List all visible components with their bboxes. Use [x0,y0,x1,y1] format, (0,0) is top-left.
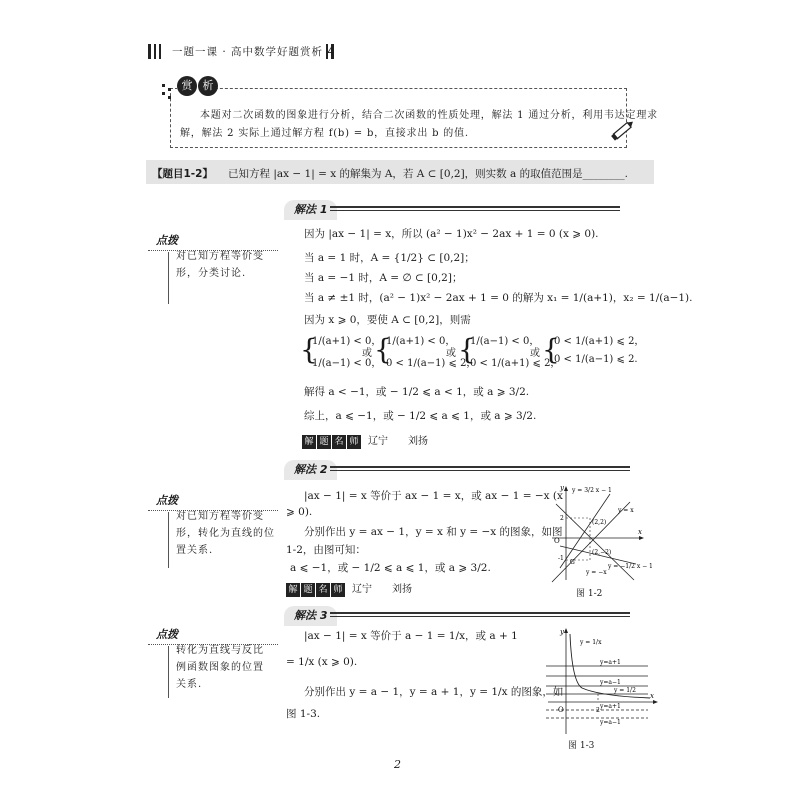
keypoint-label: 点拨 [156,234,178,247]
m1-solve: 解得 a < −1，或 − 1/2 ⩽ a < 1，或 a ⩾ 3/2. [304,386,530,398]
left-brace: { [458,333,476,366]
keypoint-bracket [168,646,169,698]
keypoint-text: 转化为直线与反比 例函数图象的位置 关系. [176,645,264,690]
running-header: 一题一课 · 高中数学好题赏析 4 [172,46,336,58]
keypoint-bracket [168,512,169,568]
teacher-name: 辽宁 刘扬 [368,436,428,447]
or-word: 或 [446,348,456,359]
pencil-icon [610,118,636,145]
line-three-halves [560,494,610,568]
keypoint-label: 点拨 [156,494,178,507]
fig-label: G [570,559,575,566]
teacher-badge: 解 题 名 师 辽宁 刘扬 [302,432,428,446]
m2-line: |ax − 1| = x 等价于 ax − 1 = x，或 ax − 1 = −x (x [304,490,563,502]
fig-label: y [560,484,564,492]
figure-caption: 图 1-2 [576,589,603,599]
fig-label: 2 [560,515,564,522]
or-word: 或 [530,348,540,359]
fig-label: y=a+1 [600,703,621,710]
system-row: 0 < 1/(a−1) ⩽ 2. [554,354,638,365]
teacher-name: 辽宁 刘扬 [352,584,412,595]
fig-label: y=a−1 [600,719,621,726]
fig-label: (2,2) [592,519,607,526]
fig-label: y = 1/x [580,639,602,646]
m2-line: 1-2，由图可知： [286,544,366,556]
fig-label: (2,−2) [592,549,612,556]
m1-line: 当 a = −1 时，A = ∅ ⊂ [0,2]； [304,272,463,284]
appreciation-line-1: 本题对二次函数的图象进行分析，结合二次函数的性质处理，解法 1 通过分析，利用韦达定理求 [200,110,658,121]
badge-char: 赏 [177,76,197,96]
m1-line: 当 a ≠ ±1 时，(a² − 1)x² − 2ax + 1 = 0 的解为 x₁ = 1/(a+1)，x₂ = 1/(a−1). [304,292,693,304]
left-brace: { [542,333,560,366]
badge-char: 析 [198,76,218,96]
fig-label: y = 1/2 [614,687,636,694]
system-row: 0 < 1/(a+1) ⩽ 2， [470,358,561,369]
keypoint-bracket [168,252,169,304]
tab-rule [330,470,630,471]
tab-method-1: 解法 1 [284,200,337,220]
teacher-badge: 解 题 名 师 辽宁 刘扬 [286,580,412,594]
figure-1-2 [546,480,653,590]
case-systems [300,328,645,378]
m3-line: |ax − 1| = x 等价于 a − 1 = 1/x，或 a + 1 [304,630,518,642]
tab-rule [330,206,620,208]
problem-text: 已知方程 |ax − 1| = x 的解集为 A，若 A ⊂ [0,2]，则实数 a 的取值范围是________. [228,168,628,180]
appreciation-line-2: 解，解法 2 实际上通过解方程 f(b) = b，直接求出 b 的值. [180,128,469,139]
fig-label: 2 [596,707,600,714]
fig-label: y [560,628,564,636]
m2-line: ⩾ 0). [286,506,313,518]
m1-line: 因为 x ⩾ 0，要使 A ⊂ [0,2]，则需 [304,314,471,326]
m3-line: = 1/x (x ⩾ 0). [286,656,358,668]
fig-label: y = 3/2 x − 1 [572,487,612,494]
left-brace: { [300,333,318,366]
page-number: 2 [394,758,401,771]
keypoint-label: 点拨 [156,628,178,641]
m3-line: 图 1-3. [286,708,321,720]
left-brace: { [374,333,392,366]
fig-label: y = −1/2 x − 1 [608,563,653,570]
keypoint-text: 对已知方程等价变 形，转化为直线的位 置关系. [176,511,275,556]
m1-line: 因为 |ax − 1| = x，所以 (a² − 1)x² − 2ax + 1 = 0 (x ⩾ 0). [304,228,599,240]
m1-line: 当 a = 1 时，A = {1/2} ⊂ [0,2]； [304,252,475,264]
system-row: 0 < 1/(a−1) ⩽ 2， [386,358,477,369]
fig-label: y=a+1 [600,659,621,666]
system-row: 1/(a+1) < 0， [312,336,382,347]
tab-rule [330,210,620,211]
figure-caption: 图 1-3 [568,741,595,751]
problem-label: 【题目1-2】 [152,168,213,180]
fig-label: O [554,537,560,545]
m2-line: 分别作出 y = ax − 1，y = x 和 y = −x 的图象，如图 [304,526,563,538]
fig-label: y = x [618,507,634,514]
fig-label: x [638,528,642,536]
system-row: 1/(a−1) < 0， [470,336,540,347]
keypoint-text: 对已知方程等价变 形，分类讨论. [176,251,264,279]
appreciation-badge [177,76,217,98]
tab-method-3: 解法 3 [284,606,337,626]
system-row: 1/(a−1) < 0， [312,358,382,369]
fig-label: -1 [558,555,564,562]
system-row: 1/(a+1) < 0， [386,336,456,347]
m3-line: 分别作出 y = a − 1，y = a + 1，y = 1/x 的图象，如 [304,686,564,698]
corner-dots-icon [160,82,174,102]
tab-rule [330,466,630,468]
tab-rule [330,612,630,614]
tab-method-2: 解法 2 [284,460,337,480]
system-row: 0 < 1/(a+1) ⩽ 2， [554,336,645,347]
fig-label: y=a−1 [600,679,621,686]
figure-1-3 [540,624,660,738]
fig-label: x [650,692,654,700]
m2-line: a ⩽ −1，或 − 1/2 ⩽ a ⩽ 1，或 a ⩾ 3/2. [290,562,491,574]
fig-label: y = −x [586,569,607,576]
fig-label: O [558,706,564,714]
m1-conclusion: 综上，a ⩽ −1，或 − 1/2 ⩽ a ⩽ 1，或 a ⩾ 3/2. [304,410,537,422]
or-word: 或 [362,348,372,359]
tab-rule [330,616,630,617]
